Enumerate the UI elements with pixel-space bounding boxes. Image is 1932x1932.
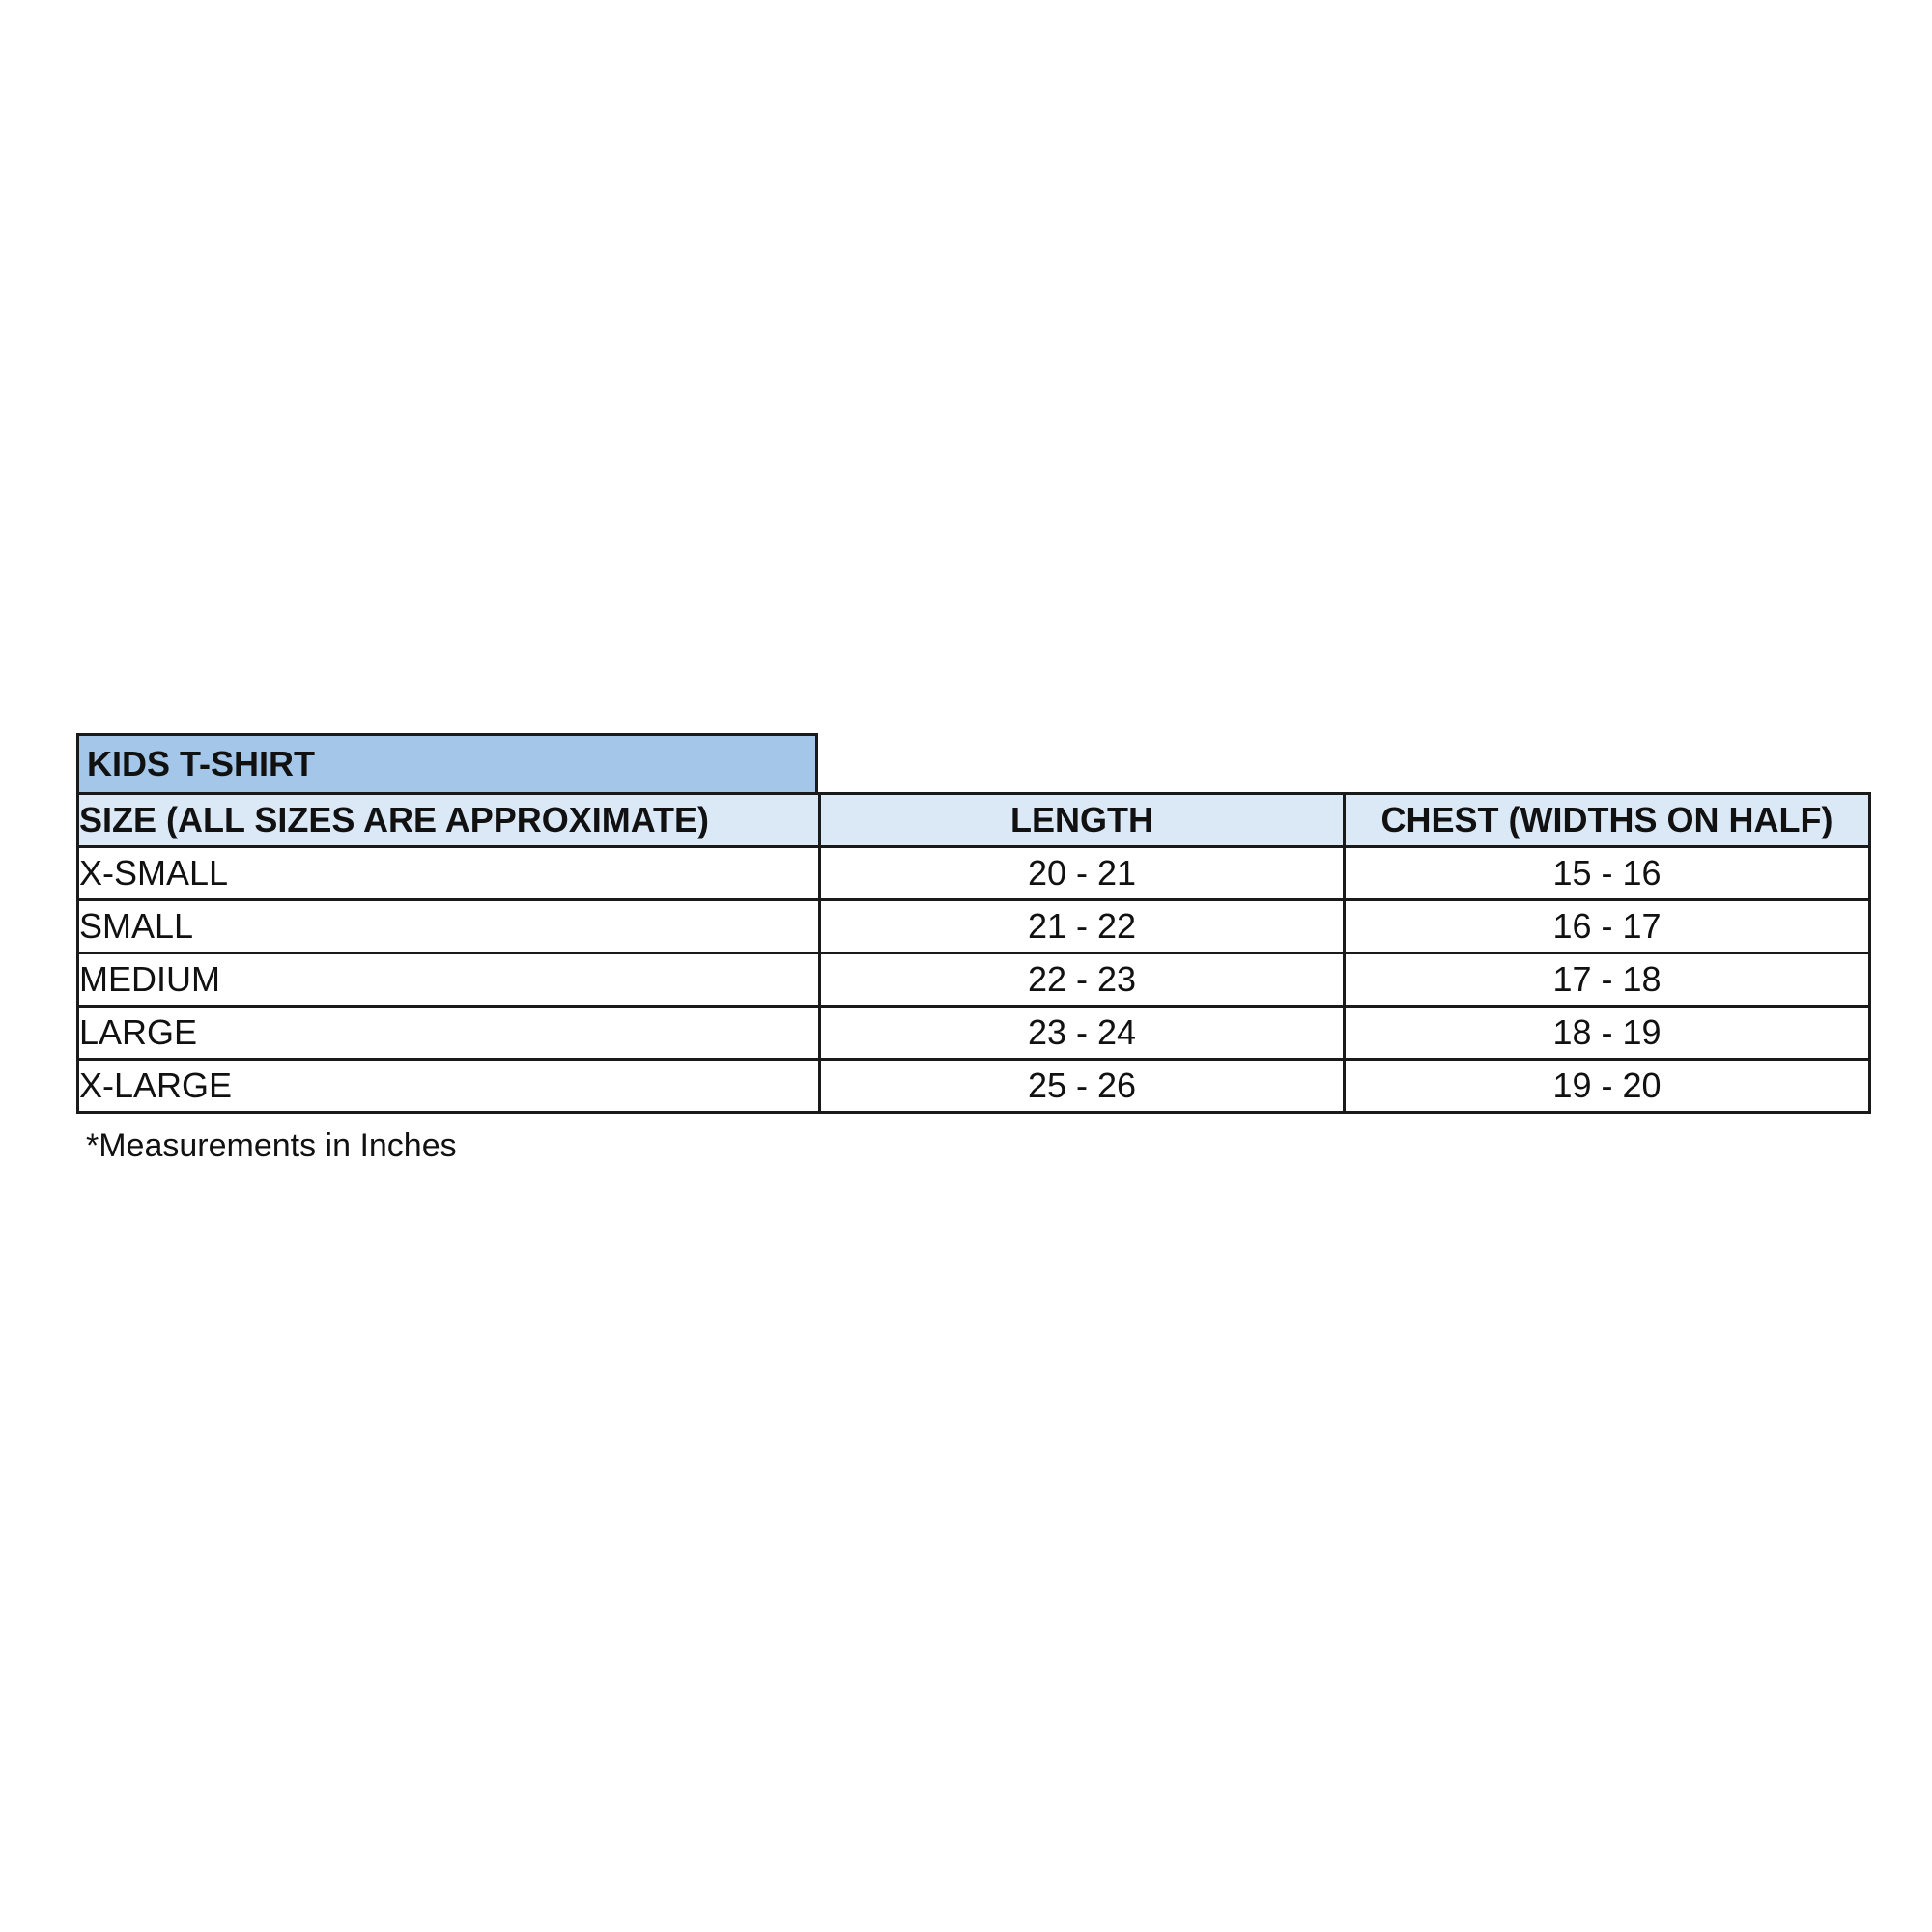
length-cell: 23 - 24 xyxy=(820,1007,1345,1060)
length-cell: 20 - 21 xyxy=(820,847,1345,900)
chart-title: KIDS T-SHIRT xyxy=(76,733,818,792)
table-row xyxy=(78,847,1870,900)
table-row xyxy=(78,953,1870,1007)
size-chart xyxy=(76,733,1868,1165)
header-row xyxy=(78,794,1870,847)
footnote: *Measurements in Inches xyxy=(86,1127,457,1164)
size-cell: X-LARGE xyxy=(78,1060,820,1113)
size-cell: LARGE xyxy=(78,1007,820,1060)
header-size: SIZE (ALL SIZES ARE APPROXIMATE) xyxy=(78,794,820,847)
size-table xyxy=(76,792,1871,1114)
table-row xyxy=(78,1007,1870,1060)
chest-cell: 15 - 16 xyxy=(1345,847,1870,900)
chest-cell: 17 - 18 xyxy=(1345,953,1870,1007)
size-cell: MEDIUM xyxy=(78,953,820,1007)
chest-cell: 18 - 19 xyxy=(1345,1007,1870,1060)
table-row xyxy=(78,1060,1870,1113)
length-cell: 21 - 22 xyxy=(820,900,1345,953)
header-chest: CHEST (WIDTHS ON HALF) xyxy=(1345,794,1870,847)
length-cell: 22 - 23 xyxy=(820,953,1345,1007)
size-cell: X-SMALL xyxy=(78,847,820,900)
header-length: LENGTH xyxy=(820,794,1345,847)
chest-cell: 16 - 17 xyxy=(1345,900,1870,953)
length-cell: 25 - 26 xyxy=(820,1060,1345,1113)
size-cell: SMALL xyxy=(78,900,820,953)
table-row xyxy=(78,900,1870,953)
chest-cell: 19 - 20 xyxy=(1345,1060,1870,1113)
